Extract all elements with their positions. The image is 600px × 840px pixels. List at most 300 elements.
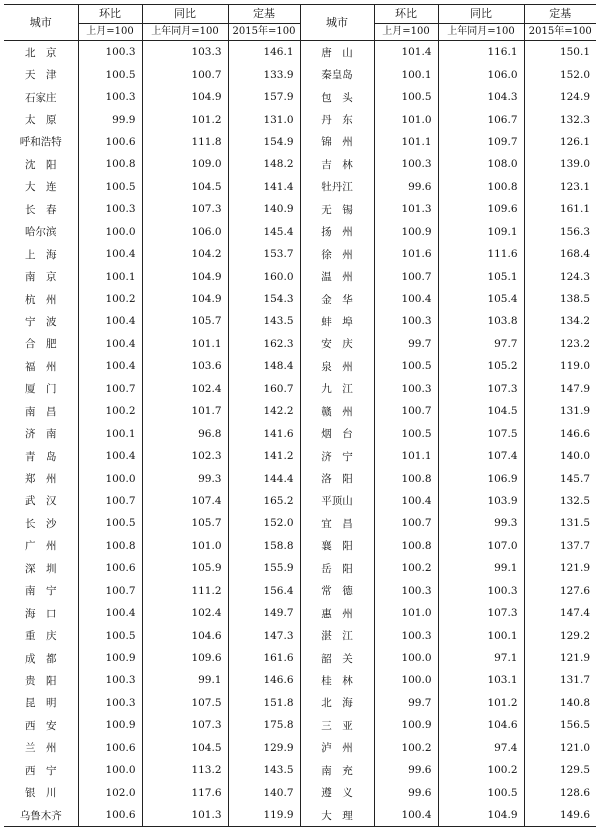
cell-city-right: 无 锡 [300,198,374,220]
cell-mom-right: 99.6 [374,781,438,803]
table-row [4,310,596,332]
cell-mom-left: 100.3 [78,198,142,220]
cell-mom-left: 100.3 [78,86,142,108]
cell-mom-left: 100.7 [78,378,142,400]
cell-city-right: 三 亚 [300,714,374,736]
cell-yoy-left: 101.3 [142,804,228,827]
cell-yoy-right: 109.6 [438,198,524,220]
cell-city-left: 贵 阳 [25,674,57,687]
table-row [4,355,596,377]
cell-yoy-right: 109.7 [438,131,524,153]
cell-mom-right: 101.0 [374,602,438,624]
cell-city-right: 安 庆 [300,333,374,355]
cell-city-right: 泸 州 [300,737,374,759]
cell-yoy-left: 107.4 [142,490,228,512]
table-row [4,153,596,175]
cell-base-right: 124.9 [524,86,596,108]
cell-yoy-right: 107.0 [438,535,524,557]
cell-base-left: 154.9 [228,131,300,153]
cell-city-right: 泉 州 [300,355,374,377]
cell-mom-right: 100.9 [374,714,438,736]
cell-base-right: 145.7 [524,467,596,489]
cell-city-right: 丹 东 [300,108,374,130]
cell-base-right: 131.7 [524,669,596,691]
cell-city-left: 银 川 [25,787,57,800]
cell-yoy-right: 108.0 [438,153,524,175]
cell-mom-right: 100.4 [374,288,438,310]
cell-city-left: 哈尔滨 [25,226,57,239]
cell-base-left: 157.9 [228,86,300,108]
cell-yoy-left: 109.6 [142,647,228,669]
cell-yoy-right: 104.9 [438,804,524,827]
cell-city-right: 惠 州 [300,602,374,624]
cell-yoy-left: 101.2 [142,108,228,130]
cell-base-left: 133.9 [228,63,300,85]
cell-mom-left: 100.9 [78,647,142,669]
cell-yoy-left: 109.0 [142,153,228,175]
cell-yoy-right: 104.6 [438,714,524,736]
cell-yoy-left: 104.5 [142,737,228,759]
cell-mom-right: 101.6 [374,243,438,265]
cell-yoy-left: 111.2 [142,580,228,602]
cell-city-right: 常 德 [300,580,374,602]
cell-mom-right: 100.3 [374,310,438,332]
cell-base-right: 131.5 [524,512,596,534]
cell-yoy-left: 96.8 [142,422,228,444]
cell-yoy-left: 105.7 [142,310,228,332]
cell-base-left: 146.6 [228,669,300,691]
cell-city-right: 湛 江 [300,624,374,646]
cell-yoy-left: 117.6 [142,781,228,803]
table-row [4,669,596,691]
cell-base-right: 131.9 [524,400,596,422]
cell-city-right: 包 头 [300,86,374,108]
cell-city-left: 呼和浩特 [19,136,62,149]
cell-yoy-right: 99.3 [438,512,524,534]
table-row [4,737,596,759]
cell-city-right: 扬 州 [300,221,374,243]
cell-mom-left: 100.2 [78,400,142,422]
cell-mom-right: 100.2 [374,557,438,579]
header-base-left: 定基 [228,5,300,24]
cell-mom-left: 100.8 [78,153,142,175]
table-row [4,422,596,444]
cell-mom-right: 101.1 [374,131,438,153]
cell-city-right: 秦皇岛 [300,63,374,85]
cell-city-left: 深 圳 [25,562,57,575]
cell-mom-right: 101.3 [374,198,438,220]
cell-city-right: 平顶山 [300,490,374,512]
cell-city-right: 蚌 埠 [300,310,374,332]
cell-city-right: 洛 阳 [300,467,374,489]
cell-base-left: 141.2 [228,445,300,467]
cell-mom-right: 101.4 [374,41,438,64]
cell-base-right: 139.0 [524,153,596,175]
header-mom-sub-left: 上月=100 [78,24,142,41]
cell-base-left: 147.3 [228,624,300,646]
cell-mom-right: 100.9 [374,221,438,243]
cell-yoy-left: 104.9 [142,265,228,287]
cell-base-right: 129.2 [524,624,596,646]
cell-yoy-right: 109.1 [438,221,524,243]
cell-city-right: 锦 州 [300,131,374,153]
cell-mom-left: 100.5 [78,512,142,534]
header-mom-right: 环比 [374,5,438,24]
cell-mom-left: 100.4 [78,243,142,265]
cell-city-left: 天 津 [25,69,57,82]
cell-base-right: 140.0 [524,445,596,467]
cell-yoy-right: 106.0 [438,63,524,85]
cell-yoy-right: 107.4 [438,445,524,467]
cell-yoy-right: 116.1 [438,41,524,64]
table-row [4,804,596,827]
table-row [4,580,596,602]
cell-yoy-right: 107.3 [438,602,524,624]
table-row [4,86,596,108]
cell-mom-right: 100.7 [374,265,438,287]
cell-base-left: 165.2 [228,490,300,512]
cell-yoy-right: 97.4 [438,737,524,759]
cell-base-left: 149.7 [228,602,300,624]
cell-yoy-left: 104.2 [142,243,228,265]
table-row [4,692,596,714]
cell-base-left: 143.5 [228,759,300,781]
cell-city-left: 海 口 [25,607,57,620]
cell-yoy-left: 101.0 [142,535,228,557]
cell-city-right: 大 理 [300,804,374,827]
cell-base-left: 129.9 [228,737,300,759]
cell-base-left: 145.4 [228,221,300,243]
cell-yoy-left: 105.7 [142,512,228,534]
header-yoy-left: 同比 [142,5,228,24]
cell-base-right: 132.5 [524,490,596,512]
cell-city-right: 遵 义 [300,781,374,803]
cell-mom-right: 100.8 [374,535,438,557]
cell-mom-right: 100.2 [374,737,438,759]
cell-city-right: 吉 林 [300,153,374,175]
cell-mom-right: 100.7 [374,512,438,534]
table-row [4,512,596,534]
cell-yoy-right: 103.8 [438,310,524,332]
cell-city-left: 南 宁 [25,585,57,598]
cell-city-right: 济 宁 [300,445,374,467]
table-row [4,63,596,85]
cell-yoy-right: 104.5 [438,400,524,422]
cell-mom-left: 100.7 [78,490,142,512]
cell-yoy-left: 111.8 [142,131,228,153]
cell-base-left: 154.3 [228,288,300,310]
cell-base-right: 132.3 [524,108,596,130]
cell-city-left: 石家庄 [25,91,57,104]
cell-city-left: 昆 明 [25,697,57,710]
cell-base-right: 128.6 [524,781,596,803]
cell-base-left: 175.8 [228,714,300,736]
cell-mom-right: 100.8 [374,467,438,489]
cell-base-right: 168.4 [524,243,596,265]
cell-city-right: 温 州 [300,265,374,287]
table-row [4,41,596,64]
cell-base-left: 158.8 [228,535,300,557]
cell-city-left: 青 岛 [25,450,57,463]
cell-base-left: 156.4 [228,580,300,602]
cell-yoy-left: 107.5 [142,692,228,714]
header-base-right: 定基 [524,5,596,24]
cell-yoy-left: 104.9 [142,288,228,310]
cell-mom-left: 100.4 [78,445,142,467]
cell-yoy-left: 104.6 [142,624,228,646]
cell-yoy-right: 107.3 [438,378,524,400]
cell-yoy-left: 107.3 [142,714,228,736]
cell-yoy-left: 104.5 [142,176,228,198]
cell-base-right: 147.9 [524,378,596,400]
cell-base-right: 121.0 [524,737,596,759]
cell-base-left: 152.0 [228,512,300,534]
cell-mom-left: 100.6 [78,737,142,759]
table-row [4,647,596,669]
cell-mom-right: 100.4 [374,490,438,512]
cell-yoy-right: 105.1 [438,265,524,287]
cell-city-left: 大 连 [25,181,57,194]
cell-city-right: 桂 林 [300,669,374,691]
cell-city-left: 兰 州 [25,742,57,755]
cell-base-left: 140.7 [228,781,300,803]
cell-yoy-right: 99.1 [438,557,524,579]
cell-mom-left: 100.3 [78,41,142,64]
cell-mom-left: 100.0 [78,467,142,489]
cell-yoy-left: 106.0 [142,221,228,243]
cell-yoy-left: 102.3 [142,445,228,467]
cell-city-right: 南 充 [300,759,374,781]
cell-base-left: 151.8 [228,692,300,714]
cell-mom-right: 99.6 [374,176,438,198]
cell-mom-left: 100.1 [78,265,142,287]
cell-mom-left: 100.7 [78,580,142,602]
cell-base-right: 138.5 [524,288,596,310]
table-row [4,781,596,803]
cell-base-right: 147.4 [524,602,596,624]
cell-base-left: 153.7 [228,243,300,265]
table-row [4,714,596,736]
header-yoy-sub-left: 上年同月=100 [142,24,228,41]
cell-base-right: 127.6 [524,580,596,602]
cell-mom-right: 100.3 [374,378,438,400]
table-row [4,759,596,781]
cell-mom-left: 100.6 [78,131,142,153]
cell-base-left: 131.0 [228,108,300,130]
cell-city-right: 牡丹江 [300,176,374,198]
cell-mom-right: 100.0 [374,669,438,691]
cell-mom-right: 100.0 [374,647,438,669]
cell-base-right: 161.1 [524,198,596,220]
cell-yoy-left: 100.7 [142,63,228,85]
cell-base-left: 160.0 [228,265,300,287]
cell-base-right: 156.5 [524,714,596,736]
cell-city-left: 合 肥 [25,338,57,351]
cell-mom-left: 100.0 [78,221,142,243]
cell-city-left: 沈 阳 [25,158,57,171]
cell-city-right: 宜 昌 [300,512,374,534]
cell-city-left: 上 海 [25,248,57,261]
cell-mom-right: 100.1 [374,63,438,85]
cell-base-right: 123.1 [524,176,596,198]
cell-base-left: 142.2 [228,400,300,422]
cell-yoy-right: 100.5 [438,781,524,803]
table-row [4,602,596,624]
cell-base-left: 160.7 [228,378,300,400]
cell-city-left: 南 昌 [25,405,57,418]
cell-yoy-right: 97.7 [438,333,524,355]
cell-mom-left: 100.6 [78,804,142,827]
cell-mom-right: 100.5 [374,355,438,377]
cell-yoy-right: 103.9 [438,490,524,512]
cell-yoy-left: 99.3 [142,467,228,489]
cell-base-right: 119.0 [524,355,596,377]
cell-base-right: 124.3 [524,265,596,287]
table-row [4,198,596,220]
cell-mom-left: 100.4 [78,602,142,624]
cell-city-right: 唐 山 [300,41,374,64]
cell-yoy-left: 102.4 [142,378,228,400]
cell-base-right: 123.2 [524,333,596,355]
cell-yoy-left: 99.1 [142,669,228,691]
cell-city-right: 金 华 [300,288,374,310]
cell-city-right: 九 江 [300,378,374,400]
cell-yoy-left: 101.7 [142,400,228,422]
cell-mom-left: 102.0 [78,781,142,803]
header-base-sub-left: 2015年=100 [228,24,300,41]
cell-base-left: 148.4 [228,355,300,377]
price-index-table [4,4,596,827]
table-row [4,333,596,355]
header-yoy-right: 同比 [438,5,524,24]
cell-base-left: 162.3 [228,333,300,355]
cell-mom-right: 100.4 [374,804,438,827]
cell-mom-left: 100.5 [78,176,142,198]
cell-mom-left: 100.4 [78,333,142,355]
cell-city-right: 韶 关 [300,647,374,669]
cell-city-right: 襄 阳 [300,535,374,557]
cell-mom-right: 100.5 [374,86,438,108]
cell-mom-left: 100.5 [78,63,142,85]
table-row [4,624,596,646]
cell-yoy-left: 102.4 [142,602,228,624]
cell-yoy-right: 106.7 [438,108,524,130]
cell-base-left: 148.2 [228,153,300,175]
table-row [4,131,596,153]
table-row [4,378,596,400]
cell-base-left: 144.4 [228,467,300,489]
cell-yoy-right: 100.3 [438,580,524,602]
cell-yoy-left: 103.6 [142,355,228,377]
table-row [4,108,596,130]
cell-base-right: 156.3 [524,221,596,243]
cell-mom-left: 100.3 [78,669,142,691]
cell-mom-right: 101.1 [374,445,438,467]
cell-city-left: 西 宁 [25,764,57,777]
cell-base-left: 119.9 [228,804,300,827]
cell-mom-right: 100.7 [374,400,438,422]
cell-city-left: 北 京 [25,46,57,59]
table-row [4,243,596,265]
header-base-sub-right: 2015年=100 [524,24,596,41]
cell-base-right: 140.8 [524,692,596,714]
cell-mom-left: 100.0 [78,759,142,781]
cell-mom-left: 99.9 [78,108,142,130]
table-body [4,41,596,827]
header-mom-sub-right: 上月=100 [374,24,438,41]
cell-yoy-left: 104.9 [142,86,228,108]
cell-mom-left: 100.6 [78,557,142,579]
cell-base-right: 129.5 [524,759,596,781]
cell-mom-left: 100.5 [78,624,142,646]
cell-city-right: 岳 阳 [300,557,374,579]
cell-yoy-right: 100.2 [438,759,524,781]
cell-city-left: 广 州 [25,540,57,553]
cell-city-left: 郑 州 [25,473,57,486]
cell-yoy-right: 107.5 [438,422,524,444]
header-city-right: 城市 [300,5,374,41]
cell-city-left: 长 春 [25,203,57,216]
table-row [4,445,596,467]
cell-city-left: 成 都 [25,652,57,665]
table-row [4,221,596,243]
cell-mom-left: 100.9 [78,714,142,736]
cell-yoy-right: 103.1 [438,669,524,691]
cell-base-right: 150.1 [524,41,596,64]
cell-base-left: 143.5 [228,310,300,332]
cell-base-left: 155.9 [228,557,300,579]
header-mom-left: 环比 [78,5,142,24]
cell-city-left: 长 沙 [25,517,57,530]
cell-mom-left: 100.1 [78,422,142,444]
cell-mom-right: 100.3 [374,153,438,175]
cell-mom-left: 100.3 [78,692,142,714]
cell-city-left: 宁 波 [25,315,57,328]
cell-city-left: 西 安 [25,719,57,732]
cell-city-left: 福 州 [25,360,57,373]
cell-base-left: 146.1 [228,41,300,64]
cell-base-right: 152.0 [524,63,596,85]
cell-yoy-right: 104.3 [438,86,524,108]
cell-base-right: 149.6 [524,804,596,827]
cell-city-left: 厦 门 [25,383,57,396]
header-yoy-sub-right: 上年同月=100 [438,24,524,41]
price-index-table-container [4,4,596,827]
cell-base-right: 137.7 [524,535,596,557]
cell-base-left: 141.6 [228,422,300,444]
cell-mom-left: 100.2 [78,288,142,310]
cell-yoy-right: 100.8 [438,176,524,198]
cell-base-left: 161.6 [228,647,300,669]
cell-base-left: 141.4 [228,176,300,198]
cell-yoy-right: 111.6 [438,243,524,265]
cell-city-left: 乌鲁木齐 [19,809,62,822]
cell-city-left: 太 原 [25,114,57,127]
cell-mom-right: 100.5 [374,422,438,444]
table-row [4,400,596,422]
cell-mom-right: 100.3 [374,580,438,602]
table-row [4,176,596,198]
cell-mom-left: 100.4 [78,310,142,332]
header-city-left: 城市 [4,5,78,41]
cell-yoy-left: 101.1 [142,333,228,355]
cell-mom-right: 100.3 [374,624,438,646]
cell-yoy-right: 105.2 [438,355,524,377]
cell-base-right: 121.9 [524,647,596,669]
cell-mom-right: 99.7 [374,692,438,714]
cell-city-left: 济 南 [25,428,57,441]
cell-city-left: 南 京 [25,271,57,284]
